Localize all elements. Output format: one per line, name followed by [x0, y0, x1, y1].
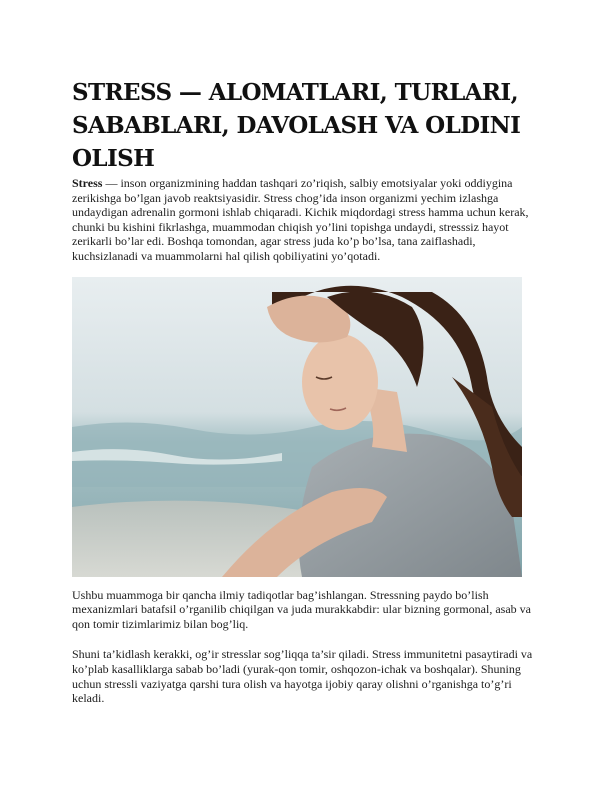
face	[302, 334, 378, 430]
photo-illustration	[72, 277, 522, 577]
article-title: STRESS — ALOMATLARI, TURLARI, SABABLARI, DAVOLASH VA OLDINI OLISH	[72, 79, 521, 172]
document-page	[72, 76, 540, 706]
intro-term: Stress	[72, 176, 103, 190]
paragraph-2: Ushbu muammoga bir qancha ilmiy tadiqotlar bag’ishlangan. Stressning paydo bo’lish mexanizmlari batafsil o’rganilib chiqilgan va juda murakkabdir: ular bizning gormonal, asab va qon tomir tizimlarimiz bilan bog’liq.	[72, 587, 531, 631]
intro-text: — inson organizmining haddan tashqari zo’riqish, salbiy emotsiyalar yoki oddiygina zerikishga bo’lgan javob reaktsiyasidir. Stress chog’ida inson organizmi yechim izlashga undaydigan adrenalin gormoni ishlab chiqaradi. Kichik miqdordagi stress hamma uchun kerak, chunki bu kishini fikrlashga, muammodan chiqish yo’lini topishga undaydi, stresssiz hayot zerikarli bo’lar edi. Boshqa tomondan, agar stress juda ko’p bo’lsa, tana zaiflashadi, kuchsizlanadi va muammolarni hal qilish qobiliyatini yo’qotadi.	[72, 176, 529, 263]
paragraph-3: Shuni ta’kidlash kerakki, og’ir stresslar sog’liqqa ta’sir qiladi. Stress immunitetni pasaytiradi va ko’plab kasalliklarga sabab bo’ladi (yurak-qon tomir, oshqozon-ichak va boshqalar). Shuning uchun stressli vaziyatga qarshi tura olish va hayotga ijobiy qaray olishni o’rganishga to’g’ri keladi.	[72, 647, 533, 706]
intro-paragraph	[72, 176, 540, 264]
stressed-woman-photo	[72, 277, 522, 577]
